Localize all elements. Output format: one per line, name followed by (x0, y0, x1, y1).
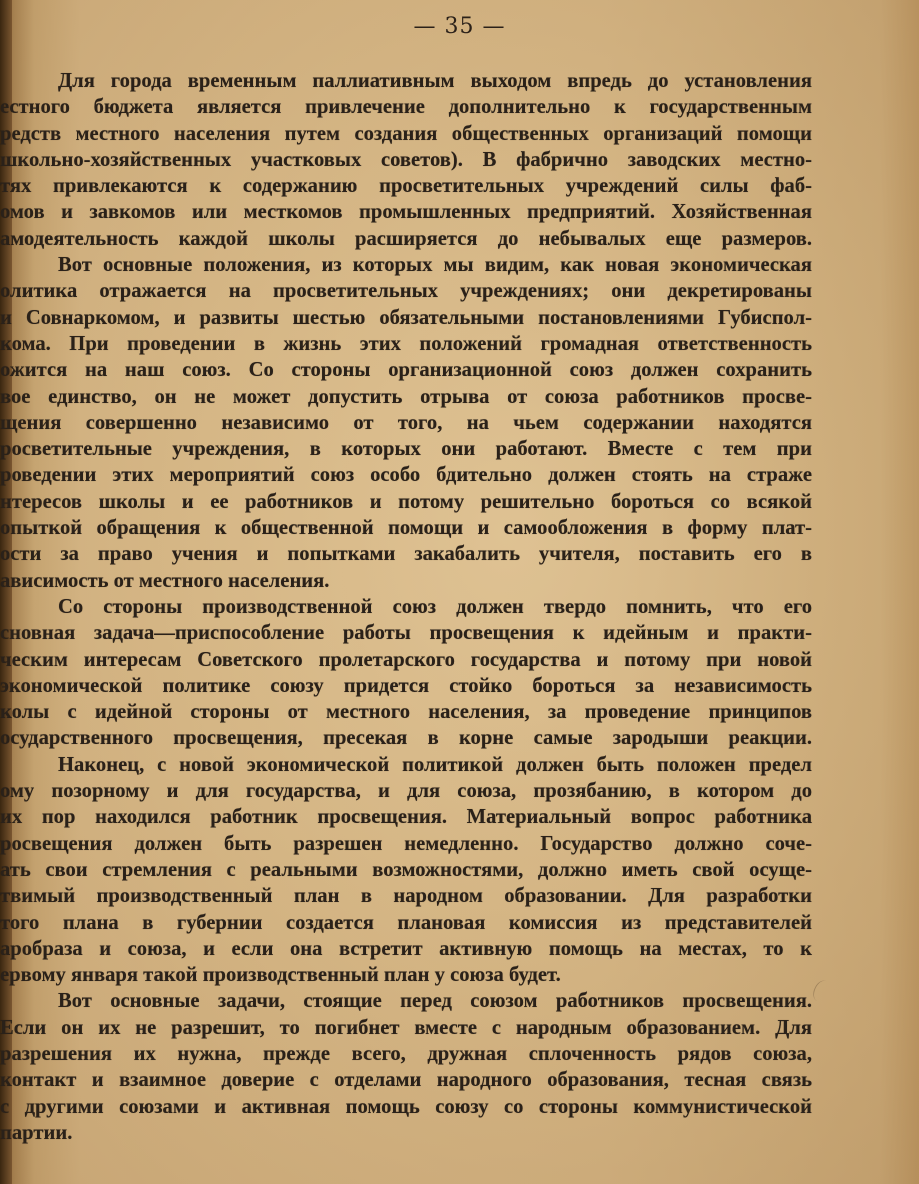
page-number: — 35 — (413, 14, 506, 39)
text-line: роведении этих мероприятий союз особо бдительно должен стоять на страже (0, 464, 812, 487)
text-line: Для города временным паллиативным выходом впредь до установления (58, 70, 812, 92)
text-line: росвещения должен быть разрешен немедленно. Государство должно соче- (0, 832, 812, 855)
text-line: с другими союзами и активная помощь союзу со стороны коммунистической (0, 1095, 812, 1118)
text-line: осударственного просвещения, пресекая в корне самые зародыши реакции. (0, 727, 812, 750)
text-line: кома. При проведении в жизнь этих положений громадная ответственность (0, 332, 812, 355)
text-line: колы с идейной стороны от местного населения, за проведение принципов (0, 701, 812, 724)
text-line: Вот основные задачи, стоящие перед союзом работников просвещения. (58, 990, 812, 1013)
text-line: Со стороны производственной союз должен твердо помнить, что его (58, 595, 812, 618)
text-line: щения совершенно независимо от того, на чьем содержании находятся (0, 411, 812, 434)
text-line: олитика отражается на просветительных учреждениях; они декретированы (0, 280, 812, 303)
text-line: школьно-хозяйственных участковых советов). В фабрично заводских местно- (0, 148, 812, 171)
text-line: ому позорному и для государства, и для союза, прозябанию, в котором до (0, 780, 812, 803)
text-line: ать свои стремления с реальными возможностями, должно иметь свой осуще- (0, 858, 812, 881)
text-line: и Совнаркомом, и развиты шестью обязательными постановлениями Губиспол- (0, 306, 812, 329)
text-line: ческим интересам Советского пролетарского государства и потому при новой (0, 648, 812, 671)
text-line: вое единство, он не может допустить отрыва от союза работников просве- (0, 385, 812, 408)
text-line: нтересов школы и ее работников и потому решительно бороться со всякой (0, 490, 812, 513)
text-line: омов и завкомов или месткомов промышленных предприятий. Хозяйственная (0, 201, 812, 224)
text-line: Если он их не разрешит, то погибнет вместе с народным образованием. Для (0, 1016, 812, 1039)
text-line: их пор находился работник просвещения. Материальный вопрос работника (0, 806, 812, 829)
text-line: аробраза и союза, и если она встретит активную помощь на местах, то к (0, 937, 812, 960)
text-line: ости за право учения и попытками закабалить учителя, поставить его в (0, 543, 812, 566)
pencil-mark (810, 978, 833, 1004)
text-line: Вот основные положения, из которых мы видим, как новая экономическая (58, 254, 812, 277)
text-line: ависимость от местного населения. (0, 569, 330, 592)
text-line: ожится на наш союз. Со стороны организационной союз должен сохранить (0, 359, 812, 382)
text-line: того плана в губернии создается плановая комиссия из представителей (0, 911, 812, 934)
text-line: экономической политике союзу придется стойко бороться за независимость (0, 674, 812, 697)
text-line: партии. (0, 1121, 73, 1144)
text-line: естного бюджета является привлечение дополнительно к государственным (0, 96, 812, 119)
text-line: Наконец, с новой экономической политикой должен быть положен предел (58, 753, 812, 776)
text-line: тях привлекаются к содержанию просветительных учреждений силы фаб- (0, 175, 812, 198)
text-line: росветительные учреждения, в которых они работают. Вместе с тем при (0, 438, 812, 461)
text-line: разрешения их нужна, прежде всего, дружная сплоченность рядов союза, (0, 1042, 812, 1065)
body-text (0, 68, 812, 1146)
text-line: опыткой обращения к общественной помощи и самообложения в форму плат- (0, 517, 812, 540)
text-line: контакт и взаимное доверие с отделами народного образования, тесная связь (0, 1069, 812, 1092)
text-line: ервому января такой производственный план у союза будет. (0, 964, 561, 987)
text-line: редств местного населения путем создания общественных организаций помощи (0, 122, 812, 145)
text-line: твимый производственный план в народном образовании. Для разработки (0, 885, 812, 908)
text-line: амодеятельность каждой школы расширяется до небывалых еще размеров. (0, 227, 812, 250)
text-line: сновная задача—приспособление работы просвещения к идейным и практи- (0, 622, 812, 645)
